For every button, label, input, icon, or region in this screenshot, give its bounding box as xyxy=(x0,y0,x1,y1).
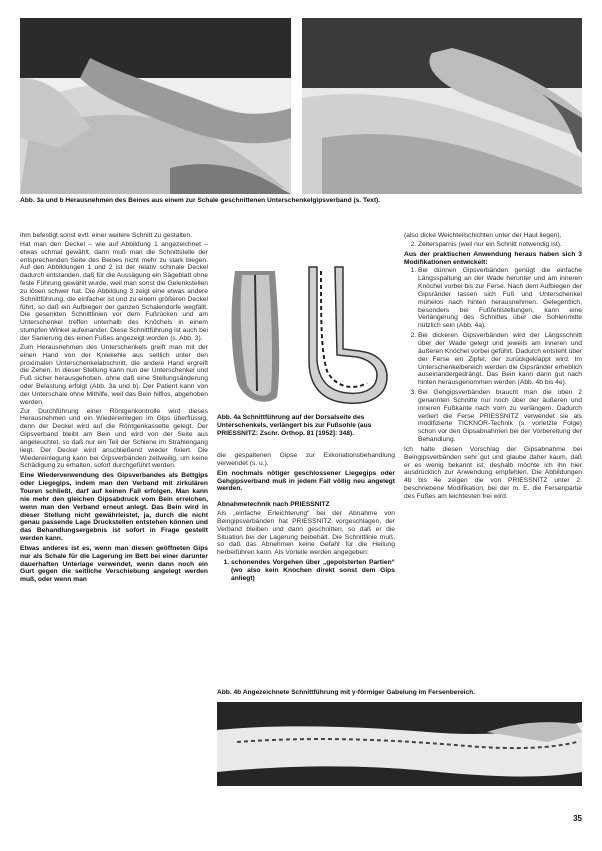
photo-figure-3b xyxy=(302,18,582,194)
right-paragraph-bottom: Ich halte diesen Vorschlag der Gipsabnahme bei Beingipsverbänden sehr gut und glaube daher kaum, daß er es wenig bekannt ist; deshalb möchte ich ihn hier ausdrücklich zur Anwendung empfehlen. Die Abbildungen 4b bis 4e zeigen die von PRIESSNITZ unter 2. beschriebene Modifikation, bei der m. E. die Fersenpartie des Fußes am leichtesten frei wird. xyxy=(404,445,582,500)
figure-4b-caption: Abb. 4b Angezeichnete Schnittführung mit y-förmiger Gabelung im Fersenbereich. xyxy=(217,689,476,696)
right-list-item-2: 2. Zeitersparnis (weil nur ein Schnitt notwendig ist). xyxy=(418,241,582,249)
left-paragraph-2: Hat man den Deckel – wie auf Abbildung 1 angezeichnet – etwas schmal gewählt, dann muß man die Schnittstelle der entsprechenden Seite des Beines nicht mehr zu stark biegen. Auf den Abbildungen 1 und 2 ist der relativ schmale Deckel dadurch entstanden, daß für die Aussägung ein Sägeblatt ohne feste Führung gewählt wurde, weil man sonst die Gelenkstellen zu lösen schwer hat. Die Abbildung 3 zeigt eine etwas andere Schnittführung, die einfacher ist und zu einem größeren Deckel führt, so daß ein Aufbiegen der ganzen Schalendorfe wegfällt. Die gesenkten Schnittlinien vor dem Fußrücken und am Unterschenkel treffen unterhalb des Knöchels in einem stumpfen Winkel aufeinander. Diese Schnittführung ist auch bei der Sanierung des einen Fußes angezeigt worden (s. Abb. 3). xyxy=(20,240,208,342)
middle-paragraph-1: die gespaltenen Gipse zur Exkoriationsbehandlung verwendet (s. u.). xyxy=(217,452,395,467)
photo-figure-4a xyxy=(217,261,395,409)
left-paragraph-6: Etwas anderes ist es, wenn man diesen geöffneten Gips nur als Schale für die Lagerung im Bett bei einer darunter dauerhaften Unterlage verwendet, wenn dann noch ein Gurt gegen die seitliche Verschiebung angelegt werden muß, oder wenn man xyxy=(20,544,208,584)
right-heading: Aus der praktischen Anwendung heraus haben sich 3 Modifikationen entwickelt: xyxy=(404,250,582,266)
right-column xyxy=(404,232,582,502)
middle-list-item-1: 1. schonendes Vorgehen über „gepolsterten Partien“ (wo also kein Knochen direkt sonst dem Gips anliegt) xyxy=(231,559,395,583)
right-mod-2: 2. Bei dickeren Gipsverbänden wird der Längsschnitt über der Wade gelegt und jeweils am inneren und äußeren Knöchel vorbei geführt. Dadurch entsteht über der Ferse ein Zipfel, der zurückgeklappt wird. Im Unterschenkelbereich werden die Gipsränder erheblich auseinandergedrängt. Das Bein kann dann gut nach hinten herausgenommen werden (Abb. 4b bis 4e). xyxy=(418,332,582,387)
middle-paragraph-3: Als „einfache Erleichterung“ bei der Abnahme von Beingipsverbänden hat PRIESSNITZ vorgeschlagen, der Verband bleiben und dann geschnitten, so daß er die Situation bei der Lagerung beibehält. Die Schnittlinie muß, so daß das Abnehmen keine Gefahr für die Heilung herbeiführen kann. Als Vorteile werden angegeben: xyxy=(217,510,395,557)
figure-4a-caption: Abb. 4a Schnittführung auf der Dorsalseite des Unterschenkels, verlängert bis zur Fußsohle (aus PRIESSNITZ: Zschr. Orthop. 81 [1952]: 348). xyxy=(217,414,372,437)
right-paragraph-top: (also dicke Weichteilschichten unter der Haut liegen), xyxy=(404,232,562,239)
left-paragraph-1: ihm befestigt sonst evtl. einer weitere Schnitt zu gestalten. xyxy=(20,232,193,239)
figure-3-caption: Abb. 3a und b Herausnehmen des Beines aus einem zur Schale geschnittenen Unterschenkelgipsverband (s. Text). xyxy=(20,197,381,204)
right-mod-1: 1. Bei dünnen Gipsverbänden genügt die einfache Längsspaltung an der Wade herunter und am inneren Knöchel vorbei bis zur Ferse. Nach dem Aufbiegen der Gipsränder lassen sich Fuß und Unterschenkel mühelos nach hinten herausnehmen. Gelegentlich, besonders bei Fußfehlstellungen, kann eine Verlängerung des Schnittes über die Sohlenmitte nützlich sein (Abb. 4a). xyxy=(418,267,582,330)
photo-3a-image xyxy=(20,18,291,194)
right-mod-3: 3. Bei Gehgipsverbänden braucht man die oben 2 genannten Schnitte nur noch über der äußeren und inneren Fußkante nach vorn zu verlängern. Dadurch verliert die Ferse PRIESSNITZ verwendet sie als modifizierte TICKNOR-Technik (s. vorletzte Folge) schon vor den Gipsabnahmen bei der Vorbereitung der Behandlung. xyxy=(418,389,582,444)
photo-3b-image xyxy=(302,18,582,194)
photo-figure-4b xyxy=(217,702,582,786)
middle-paragraph-2: Ein nochmals nötiger geschlossener Liegegips oder Gehgipsverband muß in jedem Fall völlig neu angelegt werden. xyxy=(217,469,395,493)
left-paragraph-3: Zum Herausnehmen des Unterschenkels greift man mit der einen Hand von der Kniekehle aus seitlich unter den proximalen Unterschenkelabschnitt, die andere Hand ergreift die Zehen. In dieser Stellung kann nun der Unterschenkel und Fuß sicher herausgehoben, ohne daß eine Stellungsänderung oder Belastung erfolgt (Abb. 3a und b). Der Patient kann von der Unterschale ohne Mithilfe, weil das Bein hilflos, abgehoben werden. xyxy=(20,343,208,406)
left-column xyxy=(20,232,208,585)
left-paragraph-4: Zur Durchführung einer Röntgenkontrolle wird dieses Herausnehmen und ein Wiedereinlegen im Gips überflüssig, denn der Deckel wird auf die Röntgenkassette gelegt. Der Gipsverband bleibt am Bein und wird von der Seite aus angeleuchtet, so daß nur ein Teil der Schiene im Strahlengang liegt. Der Deckel wird anschließend wieder fixiert. Die Wiedereinlegung kann bei Gipsverbänden zeitweilig, um keine Schädigung zu erhalten, sofort durchgeführt werden. xyxy=(20,407,208,470)
left-paragraph-5: Eine Wiederverwendung des Gipsverbandes als Bettgips oder Liegegips, indem man den Verband mit zirkulären Touren schließt, darf auf keinen Fall erfolgen. Man kann nie mehr den gleichen Gipsabdruck vom Bein erreichen, wenn man den Verband erneut anlegt. Das Bein wird in dieser Stellung nicht gewährleistet, ja, durch die nicht genau passende Lage Druckstellen entstehen können und das Behandlungsergebnis ist sofort in Frage gestellt werden kann. xyxy=(20,472,208,543)
figure-4a-drawing xyxy=(217,261,395,409)
figure-4b-image xyxy=(217,702,582,786)
middle-column xyxy=(217,452,395,585)
page-number: 35 xyxy=(573,814,582,823)
middle-heading: Abnahmetechnik nach PRIESSNITZ xyxy=(217,501,330,509)
photo-figure-3a xyxy=(20,18,291,194)
